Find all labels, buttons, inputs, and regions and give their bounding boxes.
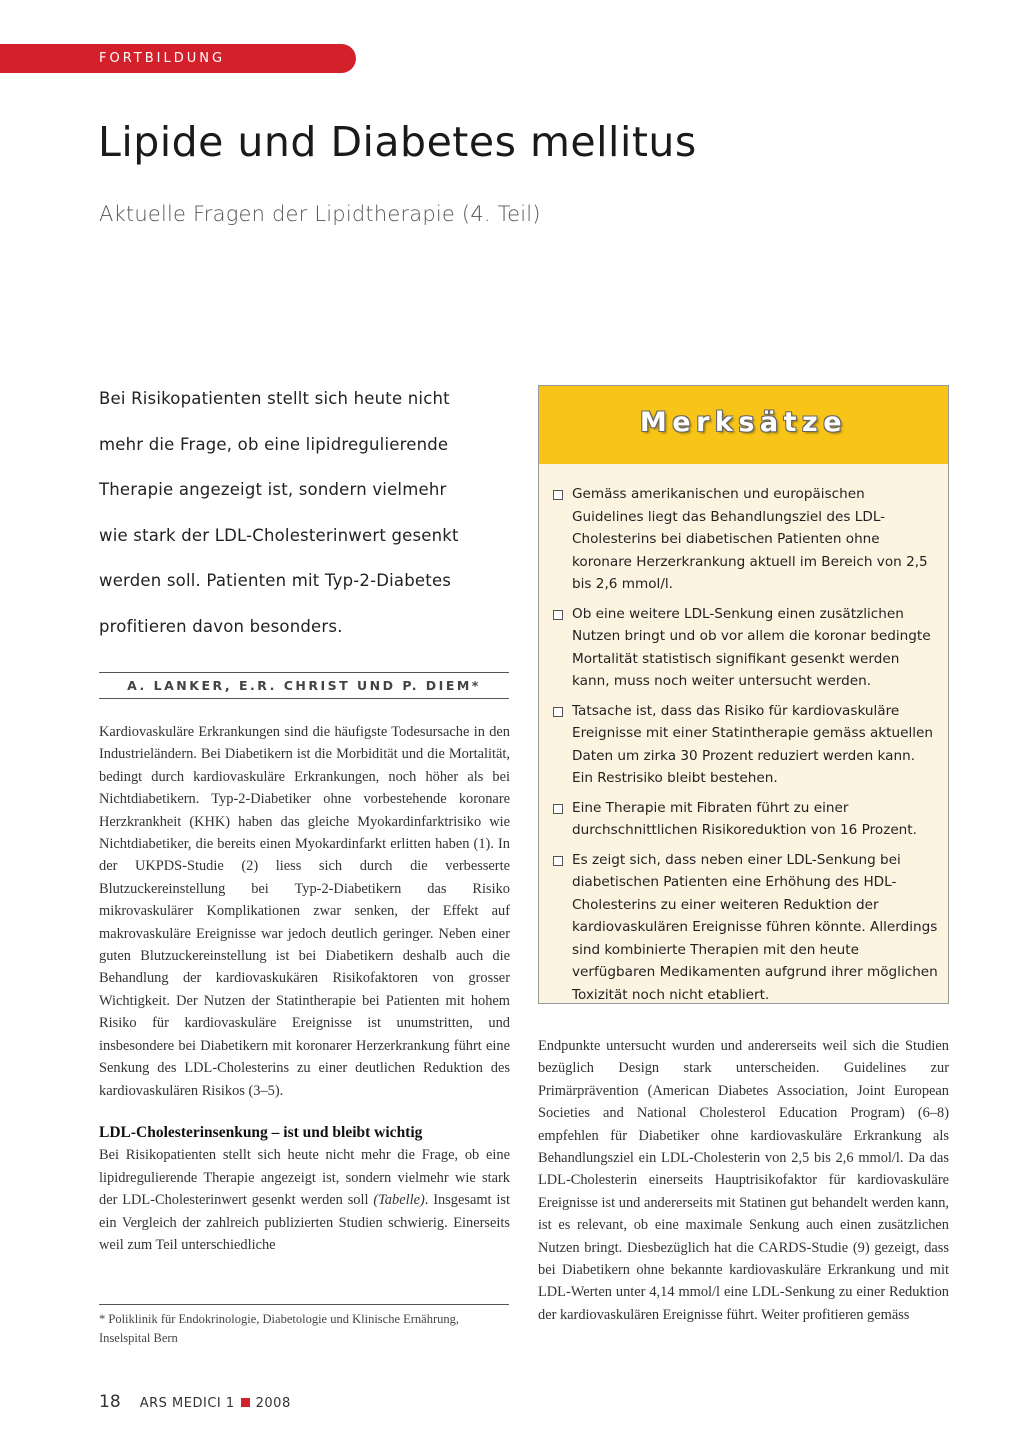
- article-title: Lipide und Diabetes mellitus: [98, 118, 697, 166]
- table-reference: (Tabelle): [373, 1192, 425, 1209]
- paragraph-text: . Insgesamt ist ein Vergleich der zahlreich publizierten Studien schwierig. Einerseits weil zum Teil unterschiedliche: [99, 1192, 510, 1253]
- checkbox-bullet-icon: [553, 610, 563, 620]
- lead-line: Bei Risikopatienten stellt sich heute nicht: [99, 389, 450, 408]
- key-point-item: [553, 797, 940, 842]
- key-point-item: [553, 700, 940, 790]
- footnote-line: * Poliklinik für Endokrinologie, Diabetologie und Klinische Ernährung,: [99, 1312, 460, 1326]
- checkbox-bullet-icon: [553, 804, 563, 814]
- key-points-box: [538, 385, 949, 1004]
- key-points-title: Merksätze: [639, 407, 848, 438]
- key-point-item: [553, 483, 940, 596]
- lead-paragraph: [99, 376, 519, 649]
- lead-line: wie stark der LDL-Cholesterinwert gesenkt: [99, 525, 459, 545]
- intro-paragraph: Kardiovaskuläre Erkrankungen sind die häufigste Todesursache in den Industrieländern. Bei Diabetikern ist die Morbidität und die Mortalität, bedingt durch kardiovaskuläre Erkrankungen, noch höher als bei Nichtdiabetikern. Typ-2-Diabetiker ohne vorbestehende koronare Herzkrankheit (KHK) haben das gleiche Myokardinfarktrisiko wie Nichtdiabetiker, die bereits einen Myokardinfarkt erlitten haben (1). In der UKPDS-Studie (2) liess sich durch die verbesserte Blutzuckereinstellung bei Typ-2-Diabetikern das Risiko mikrovaskulärer Komplikationen zwar senken, der Effekt auf makrovaskuläre Ereignisse war jedoch deutlich geringer. Neben einer guten Blutzuckereinstellung ist bei Diabetikern deshalb auch die Behandlung der kardiovaskukären Risikofaktoren von grosser Wichtigkeit. Der Nutzen der Statintherapie bei Patienten mit hohem Risiko für kardiovaskuläre Ereignisse ist unumstritten, und insbesondere bei Diabetikern mit koronarer Herzerkrankung führt eine Senkung des LDL-Cholesterins zu einer deutlichen Reduktion des kardiovaskulären Risikos (3–5).: [99, 724, 510, 1099]
- body-column-right: [538, 1035, 949, 1326]
- key-point-text: Es zeigt sich, dass neben einer LDL-Senkung bei diabetischen Patienten eine Erhöhung des HDL-Cholesterins zu einer weiteren Reduktion der kardiovaskulären Ereignisse führen könnte. Allerdings sind kombinierte Therapien mit den heute verfügbaren Medikamenten aufgrund ihrer möglichen Toxizität noch nicht etabliert.: [572, 851, 938, 1003]
- key-point-item: [553, 849, 940, 1007]
- key-point-text: Ob eine weitere LDL-Senkung einen zusätzlichen Nutzen bringt und ob vor allem die koronar bedingte Mortalität statistisch signifikant gesenkt werden kann, muss noch weiter untersucht werden.: [572, 605, 931, 689]
- key-points-list: [539, 464, 948, 1006]
- key-point-item: [553, 603, 940, 693]
- journal-name: ARS MEDICI 1: [139, 1396, 235, 1411]
- journal-year: 2008: [255, 1396, 291, 1411]
- footnote: [99, 1310, 510, 1348]
- footnote-line: Inselspital Bern: [99, 1331, 178, 1345]
- body-column-left: [99, 721, 510, 1256]
- footnote-divider: [99, 1304, 509, 1305]
- key-point-text: Tatsache ist, dass das Risiko für kardiovaskuläre Ereignisse mit einer Statintherapie gemäss aktuellen Daten um zirka 30 Prozent reduziert werden kann. Ein Restrisiko bleibt bestehen.: [572, 702, 934, 786]
- key-points-header: [539, 386, 948, 464]
- section-heading: LDL-Cholesterinsenkung – ist und bleibt wichtig: [99, 1123, 423, 1141]
- checkbox-bullet-icon: [553, 707, 563, 717]
- section-label: FORTBILDUNG: [99, 51, 226, 66]
- lead-line: mehr die Frage, ob eine lipidregulierende: [99, 434, 449, 454]
- key-point-text: Eine Therapie mit Fibraten führt zu einer durchschnittlichen Risikoreduktion von 16 Prozent.: [572, 799, 917, 838]
- page-number: 18: [99, 1392, 121, 1412]
- section-tab: [0, 44, 356, 73]
- checkbox-bullet-icon: [553, 856, 563, 866]
- author-line: A. LANKER, E.R. CHRIST UND P. DIEM*: [99, 672, 509, 699]
- paragraph-text: Bei Risikopatienten stellt sich heute nicht mehr die Frage, ob eine lipidregulierende Therapie angezeigt ist, sondern vielmehr wie stark der LDL-Cholesterinwert gesenkt werden soll: [99, 1147, 510, 1209]
- body-paragraph: Endpunkte untersucht wurden und andererseits weil sich die Studien bezüglich Design stark unterscheiden. Guidelines zur Primärprävention (American Diabetes Association, Joint European Societies and National Cholesterol Education Program) (6–8) empfehlen für Diabetiker ohne kardiovaskuläre Erkrankung als Behandlungsziel ein LDL-Cholesterin von 2,5 bis 2,6 mmol/l. Da das LDL-Cholesterin einerseits Hauptrisikofaktor für kardiovaskuläre Ereignisse ist und andererseits mit Statinen gut behandelt werden kann, ist es relevant, ob eine maximale Senkung auch einen zusätzlichen Nutzen bringt. Diesbezüglich hat die CARDS-Studie (9) gezeigt, dass bei Diabetikern ohne bekannte kardiovaskuläre Erkrankung und mit LDL-Werten unter 4,14 mmol/l eine LDL-Senkung zu einer Reduktion der kardiovaskulären Ereignisse führt. Weiter profitieren gemäss: [538, 1038, 949, 1323]
- lead-line: Therapie angezeigt ist, sondern vielmehr: [99, 480, 447, 499]
- lead-line: profitieren davon besonders.: [99, 616, 343, 636]
- square-separator-icon: [241, 1398, 250, 1407]
- lead-line: werden soll. Patienten mit Typ-2-Diabetes: [99, 571, 452, 590]
- page-footer: [99, 1392, 291, 1412]
- body-paragraph: [99, 1144, 510, 1256]
- key-point-text: Gemäss amerikanischen und europäischen Guidelines liegt das Behandlungsziel des LDL-Cholesterins bei diabetischen Patienten ohne koronare Herzerkrankung aktuell im Bereich von 2,5 bis 2,6 mmol/l.: [572, 486, 928, 592]
- checkbox-bullet-icon: [553, 490, 563, 500]
- article-subtitle: Aktuelle Fragen der Lipidtherapie (4. Teil): [99, 202, 541, 226]
